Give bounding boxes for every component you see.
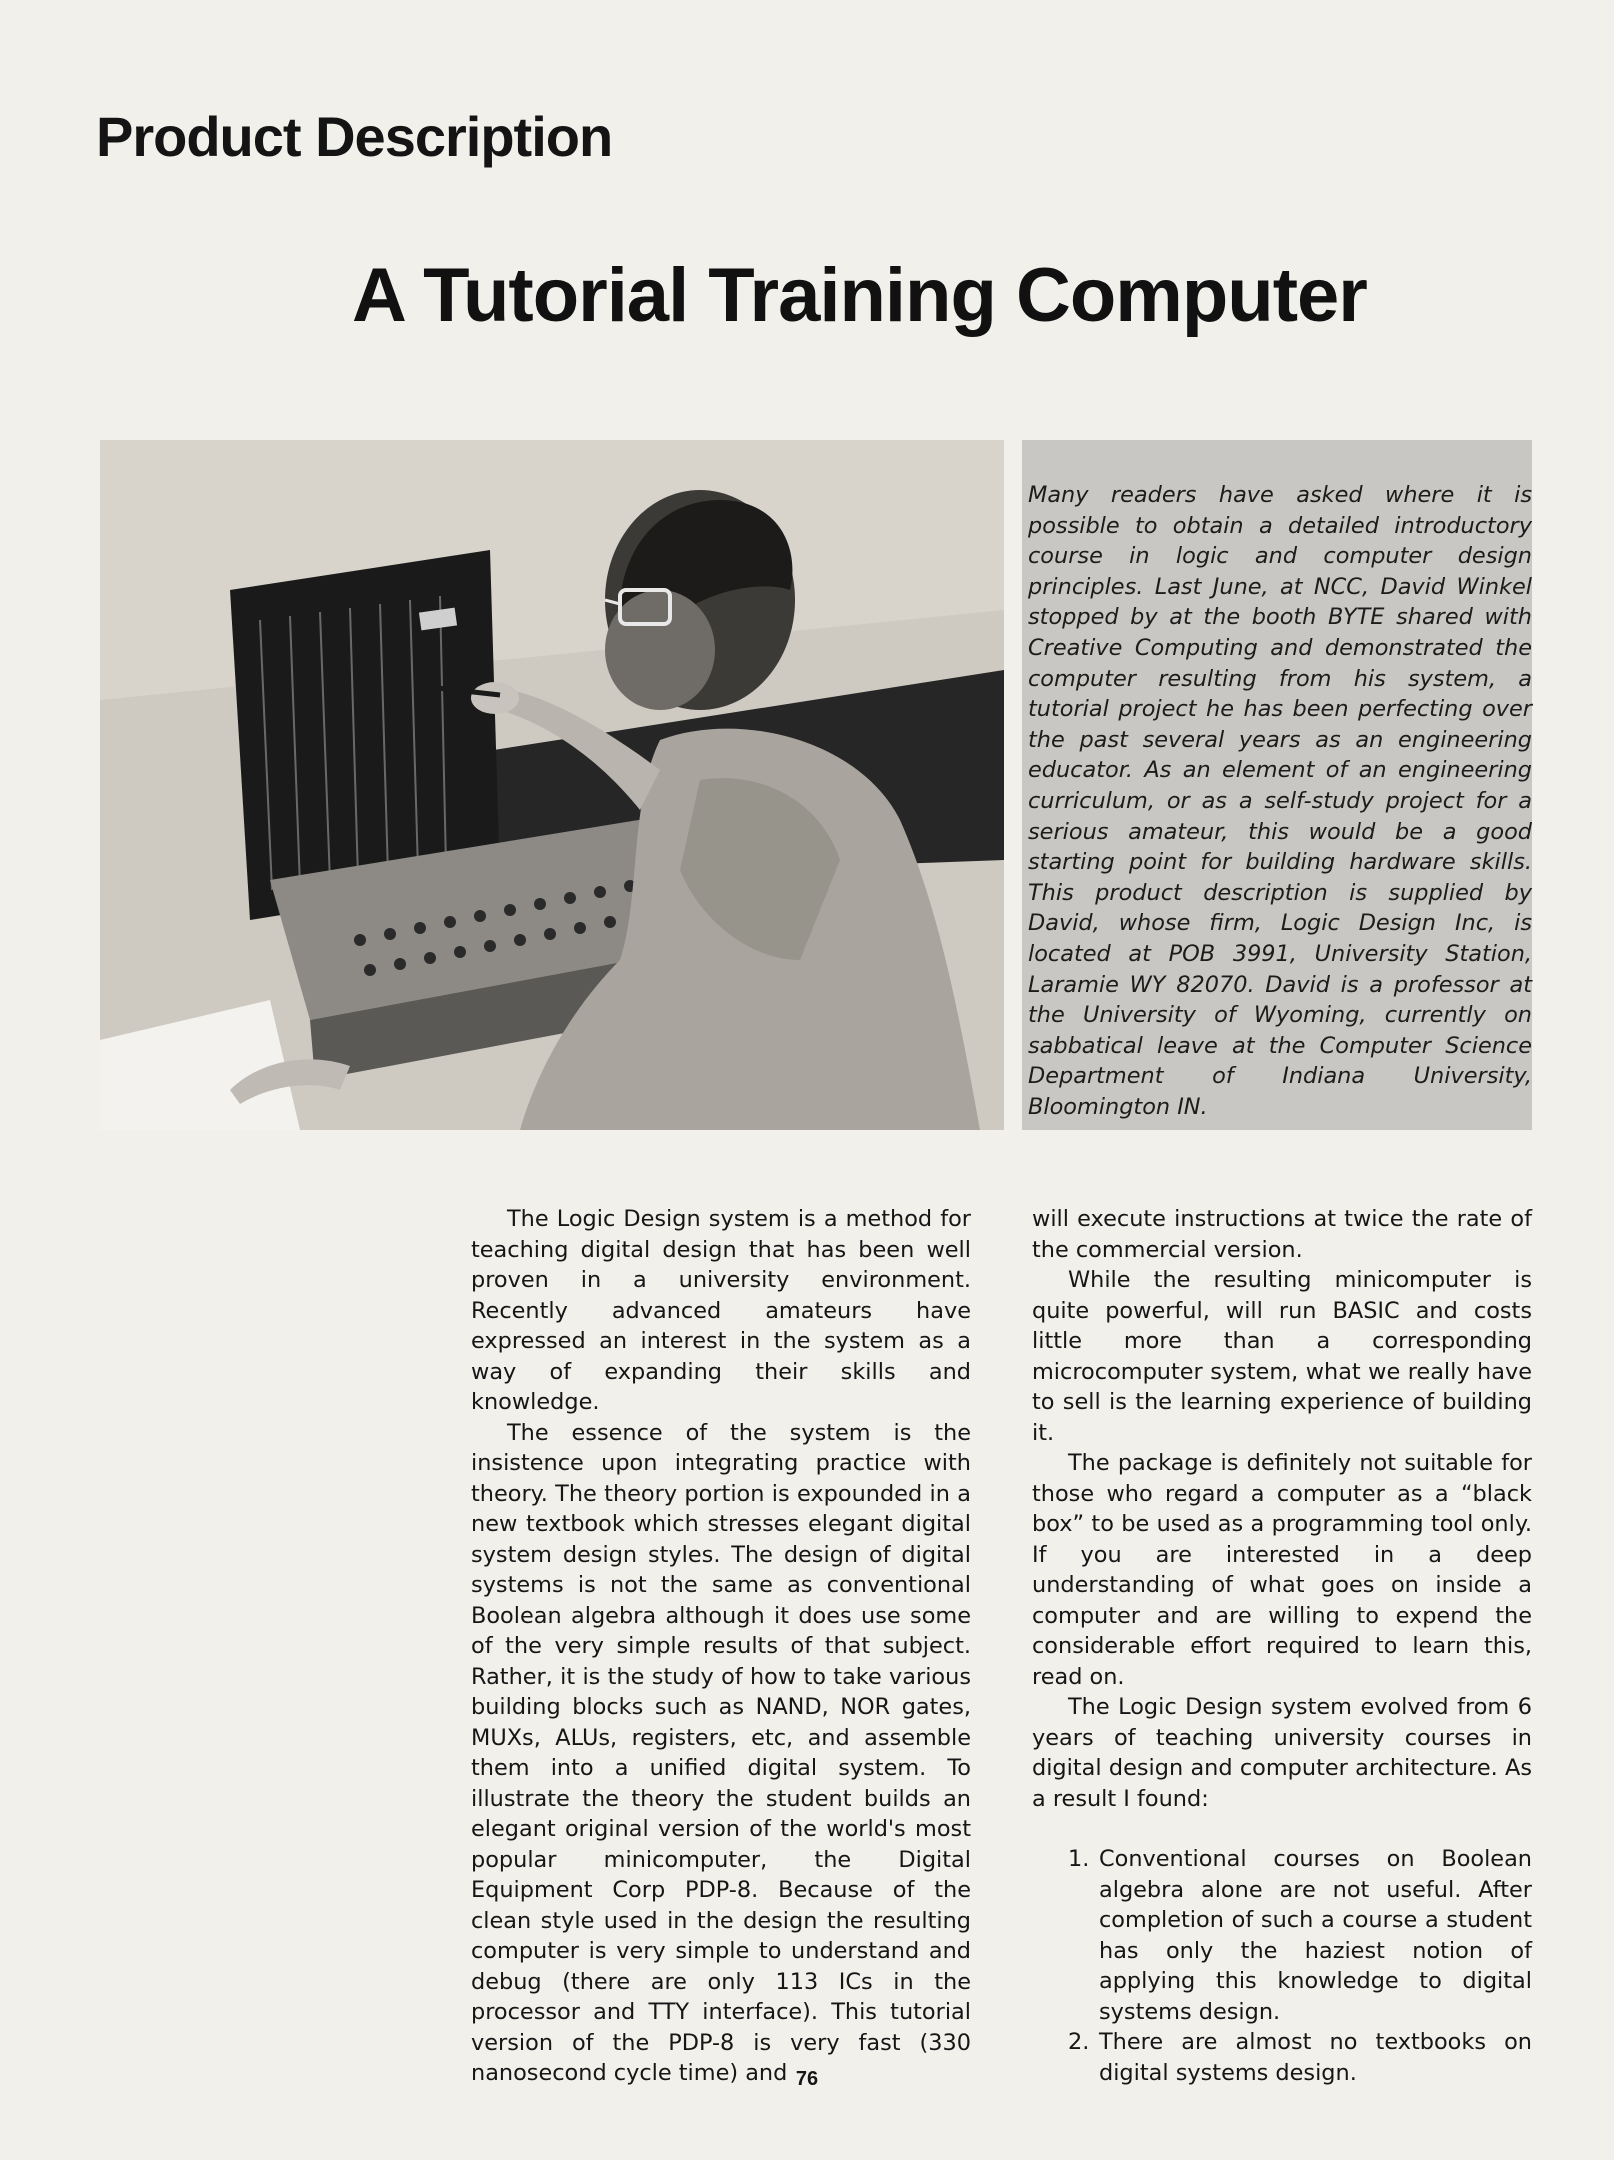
intro-text: Many readers have asked where it is possible to obtain a detailed introductory course in logic and computer design principles. Last June, at NCC, David Winkel stopped by at the booth BYTE shared with Creative Computing and demonstrated the computer resulting from his system, a tutorial project he has been perfecting over the past several years as an engineering educator. As an element of an engineering curriculum, or as a self-study project for a serious amateur, this would be a good starting point for building hardware skills. This product description is supplied by David, whose firm, Logic Design Inc, is located at POB 3991, University Station, Laramie WY 82070. David is a professor at the University of Wyoming, currently on sabbatical leave at the Computer Science Department of Indiana University, Bloomington IN. [1028,482,1532,1120]
paragraph: The package is definitely not suitable for those who regard a computer as a “black box” to be used as a programming tool only. If you are interested in a deep understanding of what goes on inside a computer and are willing to expend the considerable effort required to learn this, read on. [1032,1450,1532,1690]
article-title: A Tutorial Training Computer [352,253,1367,338]
paragraph: The essence of the system is the insistence upon integrating practice with theory. The theory portion is expounded in a new textbook which stresses elegant digital system design styles. The design of digital systems is not the same as conventional Boolean algebra although it does use some of the very simple results of that subject. Rather, it is the study of how to take various building blocks such as NAND, NOR gates, MUXs, ALUs, registers, etc, and assemble them into a unified digital system. To illustrate the theory the student builds an elegant original version of the world's most popular minicomputer, the Digital Equipment Corp PDP-8. Because of the clean style used in the design the resulting computer is very simple to understand and debug (there are only 113 ICs in the processor and TTY interface). This tutorial version of the PDP-8 is very fast (330 nanosecond cycle time) and [471,1419,971,2086]
section-heading: Product Description [96,105,613,168]
article-photo [100,440,1004,1130]
right-column [1032,1204,1532,2088]
list-number: 1. [1068,1846,1090,1872]
left-column [471,1204,971,2089]
intro-sidebar [1022,440,1532,1130]
list-text: There are almost no textbooks on digital systems design. [1099,2029,1532,2086]
page-number: 76 [795,2068,819,2090]
list-text: Conventional courses on Boolean algebra alone are not useful. After completion of such a course a student has only the haziest notion of applying this knowledge to digital systems design. [1099,1846,1532,2025]
findings-list [1032,1844,1532,2088]
list-item [1032,1844,1532,2027]
paragraph: While the resulting minicomputer is quite powerful, will run BASIC and costs little more than a corresponding microcomputer system, what we really have to sell is the learning experience of building it. [1032,1267,1532,1446]
list-number: 2. [1068,2029,1090,2055]
paragraph: The Logic Design system evolved from 6 years of teaching university courses in digital design and computer architecture. As a result I found: [1032,1694,1532,1812]
paragraph: The Logic Design system is a method for teaching digital design that has been well proven in a university environment. Recently advanced amateurs have expressed an interest in the system as a way of expanding their skills and knowledge. [471,1206,971,1415]
paragraph: will execute instructions at twice the rate of the commercial version. [1032,1206,1532,1263]
